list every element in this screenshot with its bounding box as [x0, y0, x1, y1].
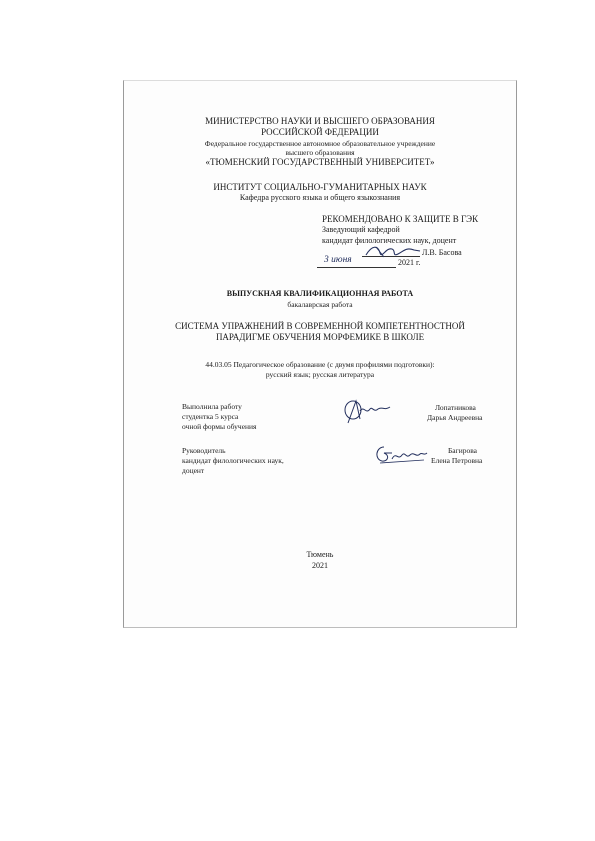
city: Тюмень [306, 550, 334, 559]
approval-name: Л.В. Басова [422, 248, 462, 257]
department-name: Кафедра русского языка и общего языкознания [239, 193, 401, 202]
year: 2021 [312, 561, 328, 570]
author-label-line-3: очной формы обучения [182, 422, 257, 431]
program-line-1: 44.03.05 Педагогическое образование (с двумя профилями подготовки): [205, 360, 435, 369]
institution-line-2: высшего образования [285, 148, 355, 157]
author-label-line-2: студентка 5 курса [182, 412, 239, 421]
institute-name: ИНСТИТУТ СОЦИАЛЬНО-ГУМАНИТАРНЫХ НАУК [213, 182, 427, 192]
supervisor-signature [372, 443, 430, 467]
approval-position: Заведующий кафедрой [322, 225, 400, 234]
ministry-line-1: МИНИСТЕРСТВО НАУКИ И ВЫСШЕГО ОБРАЗОВАНИЯ [205, 116, 435, 126]
approval-date-handwritten: 3 июня [324, 255, 352, 265]
author-surname: Лопатникова [435, 403, 476, 412]
supervisor-label-line-1: Руководитель [182, 446, 226, 455]
title-page-sheet [123, 80, 517, 628]
author-label-line-1: Выполнила работу [182, 402, 242, 411]
author-given-names: Дарья Андреевна [427, 413, 483, 422]
work-title-line-1: СИСТЕМА УПРАЖНЕНИЙ В СОВРЕМЕННОЙ КОМПЕТЕНТНОСТНОЙ [175, 321, 465, 331]
approval-date-line [317, 267, 396, 268]
work-type: ВЫПУСКНАЯ КВАЛИФИКАЦИОННАЯ РАБОТА [226, 289, 414, 298]
author-signature [342, 397, 394, 427]
supervisor-label-line-2: кандидат филологических наук, [182, 456, 284, 465]
supervisor-given-names: Елена Петровна [431, 456, 483, 465]
university-name: «ТЮМЕНСКИЙ ГОСУДАРСТВЕННЫЙ УНИВЕРСИТЕТ» [205, 157, 435, 167]
supervisor-surname: Багирова [448, 446, 477, 455]
ministry-line-2: РОССИЙСКОЙ ФЕДЕРАЦИИ [261, 127, 379, 137]
work-level: бакалаврская работа [287, 300, 353, 309]
approval-year: 2021 г. [398, 258, 421, 267]
program-line-2: русский язык; русская литература [265, 370, 375, 379]
approval-degree: кандидат филологических наук, доцент [322, 236, 457, 245]
institution-line-1: Федеральное государственное автономное образовательное учреждение [204, 139, 436, 148]
work-title-line-2: ПАРАДИГМЕ ОБУЧЕНИЯ МОРФЕМИКЕ В ШКОЛЕ [215, 332, 425, 342]
supervisor-label-line-3: доцент [182, 466, 205, 475]
approval-title: РЕКОМЕНДОВАНО К ЗАЩИТЕ В ГЭК [322, 214, 479, 224]
